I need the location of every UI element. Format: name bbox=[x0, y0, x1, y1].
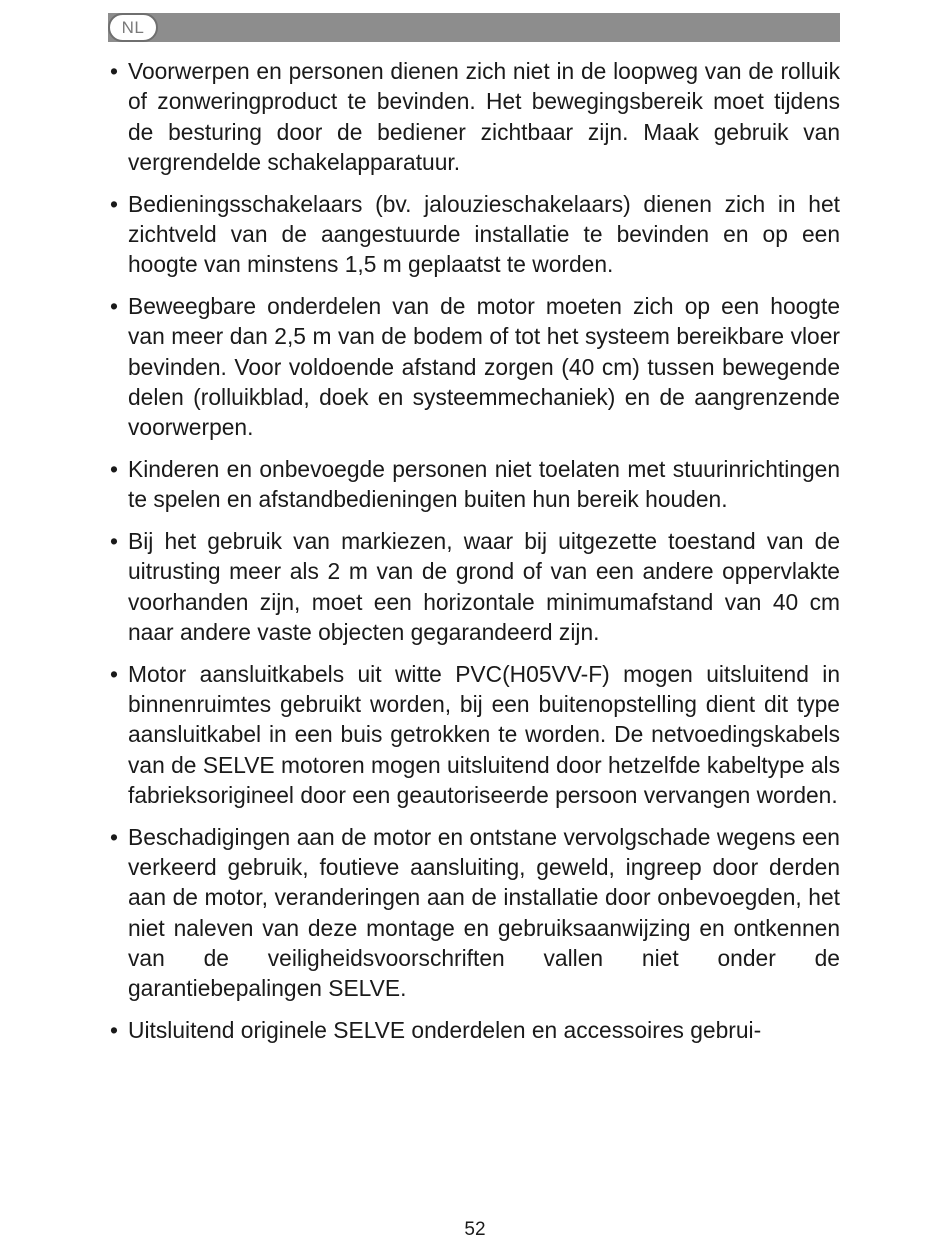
safety-instructions-list bbox=[108, 56, 840, 1045]
list-item-text: Bedieningsschakelaars (bv. jalouzieschakelaars) dienen zich in het zichtveld van de aangestuurde installatie te bevinden en op een hoogte van minstens 1,5 m geplaatst te worden. bbox=[128, 190, 840, 278]
list-item bbox=[108, 659, 840, 810]
bullet-icon: • bbox=[110, 1017, 118, 1044]
list-item-text: Kinderen en onbevoegde personen niet toelaten met stuurinrichtingen te spelen en afstandbedieningen buiten hun bereik houden. bbox=[128, 456, 840, 513]
bullet-icon: • bbox=[110, 660, 118, 687]
list-item-text: Beschadigingen aan de motor en ontstane vervolgschade wegens een verkeerd gebruik, foutieve aansluiting, geweld, ingreep door derden aan de motor, veranderingen aan de installatie door onbevoegden, het niet naleven van deze montage en gebruiksaanwijzing en ontkennen van de veiligheidsvoorschriften vallen niet onder de garantiebepalingen SELVE. bbox=[128, 823, 840, 1002]
list-item bbox=[108, 56, 840, 177]
list-item-text: Uitsluitend originele SELVE onderdelen en accessoires gebrui- bbox=[128, 1017, 762, 1044]
bullet-icon: • bbox=[110, 293, 118, 320]
bullet-icon: • bbox=[110, 456, 118, 483]
list-item bbox=[108, 822, 840, 1004]
list-item-text: Bij het gebruik van markiezen, waar bij uitgezette toestand van de uitrusting meer als 2 m van de grond of van een andere oppervlakte voorhanden zijn, moet een horizontale minimumafstand van 40 cm naar andere vaste objecten gegarandeerd zijn. bbox=[128, 528, 840, 646]
header-bar bbox=[108, 13, 840, 42]
bullet-icon: • bbox=[110, 528, 118, 555]
list-item-text: Beweegbare onderdelen van de motor moeten zich op een hoogte van meer dan 2,5 m van de bodem of tot het systeem bereikbare vloer bevinden. Voor voldoende afstand zorgen (40 cm) tussen bewegende delen (rolluikblad, doek en systeemmechaniek) en de aangrenzende voorwerpen. bbox=[128, 293, 840, 441]
list-item-text: Motor aansluitkabels uit witte PVC(H05VV-F) mogen uitsluitend in binnenruimtes gebruikt worden, bij een buitenopstelling dient dit type aansluitkabel in een buis getrokken te worden. De netvoedingskabels van de SELVE motoren mogen uitsluitend door hetzelfde kabeltype als fabrieksorigineel door een geautoriseerde persoon vervangen worden. bbox=[128, 660, 840, 809]
list-item bbox=[108, 526, 840, 647]
bullet-icon: • bbox=[110, 823, 118, 850]
list-item bbox=[108, 189, 840, 280]
list-item-text: Voorwerpen en personen dienen zich niet in de loopweg van de rolluik of zonweringproduct te bevinden. Het bewegingsbereik moet tijdens de besturing door de bediener zichtbaar zijn. Maak gebruik van vergrendelde schakelapparatuur. bbox=[128, 58, 840, 175]
bullet-icon: • bbox=[110, 58, 118, 84]
bullet-icon: • bbox=[110, 190, 118, 217]
list-item bbox=[108, 454, 840, 515]
list-item bbox=[108, 291, 840, 442]
list-item bbox=[108, 1015, 840, 1045]
page-number: 52 bbox=[464, 1219, 486, 1240]
language-badge: NL bbox=[108, 13, 158, 42]
